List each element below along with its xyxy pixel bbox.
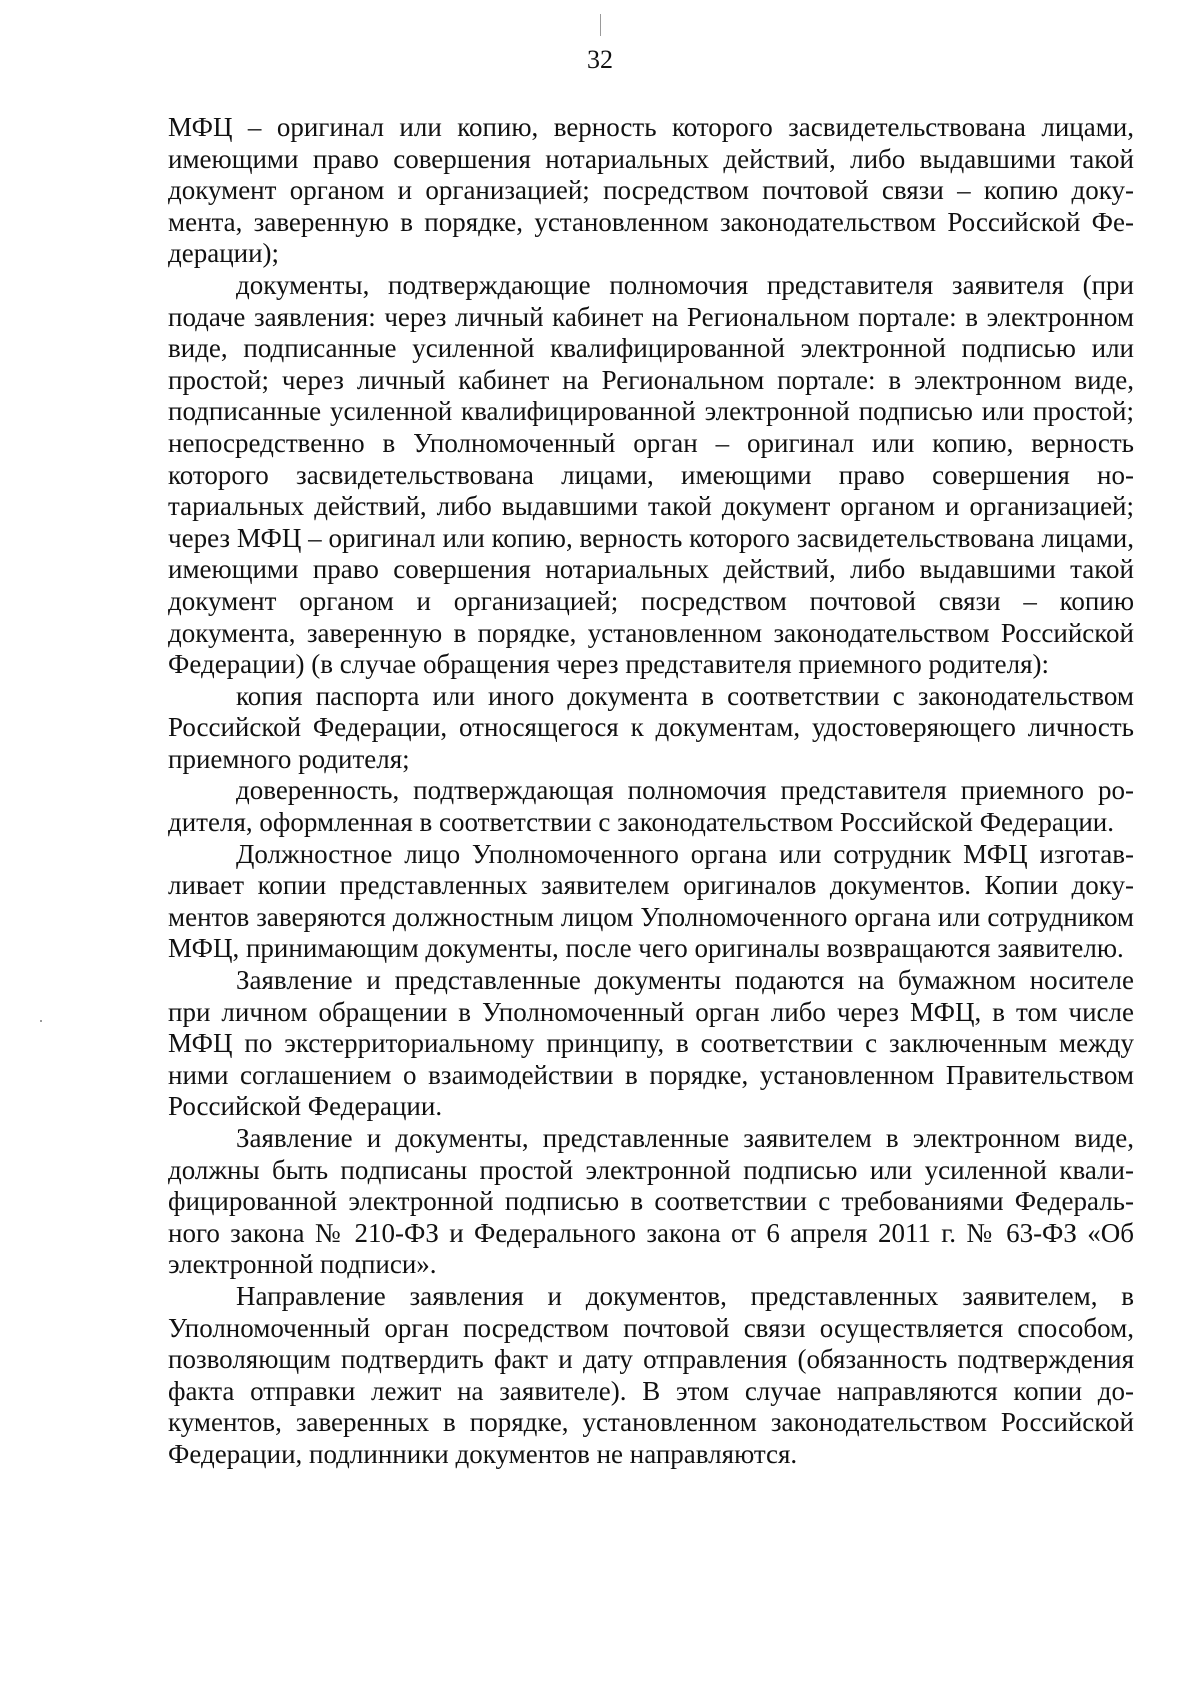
paragraph: Заявление и документы, представленные заявителем в электронном виде, должны быть подписаны простой электронной подписью или усиленной квалифицированной электронной подписью в соответствии с требованиями Федерального закона № 210-ФЗ и Федерального закона от 6 апреля 2011 г. № 63-ФЗ «Об электронной подписи». bbox=[168, 1123, 1134, 1280]
paragraph: документы, подтверждающие полномочия представителя заявителя (при подаче заявления: через личный кабинет на Региональном портале: в электронном виде, подписанные усиленной квалифицированной электронной подписью или простой; через личный кабинет на Региональном портале: в электронном виде, подписанные усиленной квалифицированной электронной подписью или простой; непосредственно в Уполномоченный орган – оригинал или копию, верность которого засвидетельствована лицами, имеющими право совершения нотариальных действий, либо выдавшими такой документ органом и организацией; через МФЦ – оригинал или копию, верность которого засвидетельствована лицами, имеющими право совершения нотариальных действий, либо выдавшими такой документ органом и организацией; посредством почтовой связи – копию документа, заверенную в порядке, установленном законодательством Российской Федерации) (в случае обращения через представителя приемного родителя): bbox=[168, 269, 1134, 680]
paragraph: доверенность, подтверждающая полномочия представителя приемного родителя, оформленная в соответствии с законодательством Российской Федерации. bbox=[168, 775, 1134, 838]
paragraph: Должностное лицо Уполномоченного органа или сотрудник МФЦ изготавливает копии представленных заявителем оригиналов документов. Копии документов заверяются должностным лицом Уполномоченного органа или сотрудником МФЦ, принимающим документы, после чего оригиналы возвращаются заявителю. bbox=[168, 838, 1134, 964]
scan-artifact-left bbox=[40, 1020, 42, 1022]
paragraph: Направление заявления и документов, представленных заявителем, в Уполномоченный орган посредством почтовой связи осуществляется способом, позволяющим подтвердить факт и дату отправления (обязанность подтверждения факта отправки лежит на заявителе). В этом случае направляются копии документов, заверенных в порядке, установленном законодательством Российской Федерации, подлинники документов не направляются. bbox=[168, 1280, 1134, 1469]
page-number: 32 bbox=[587, 45, 613, 74]
paragraph: копия паспорта или иного документа в соответствии с законодательством Российской Федерации, относящегося к документам, удостоверяющего личность приемного родителя; bbox=[168, 680, 1134, 774]
scan-artifact-top bbox=[600, 14, 601, 36]
document-body bbox=[168, 112, 1134, 1471]
paragraph-continuation: МФЦ – оригинал или копию, верность которого засвидетельствована лицами, имеющими право совершения нотариальных действий, либо выдавшими такой документ органом и организацией; посредством почтовой связи – копию документа, заверенную в порядке, установленном законодательством Российской Федерации); bbox=[168, 112, 1134, 269]
paragraph: Заявление и представленные документы подаются на бумажном носителе при личном обращении в Уполномоченный орган либо через МФЦ, в том числе МФЦ по экстерриториальному принципу, в соответствии с заключенным между ними соглашением о взаимодействии в порядке, установленном Правительством Российской Федерации. bbox=[168, 965, 1134, 1122]
